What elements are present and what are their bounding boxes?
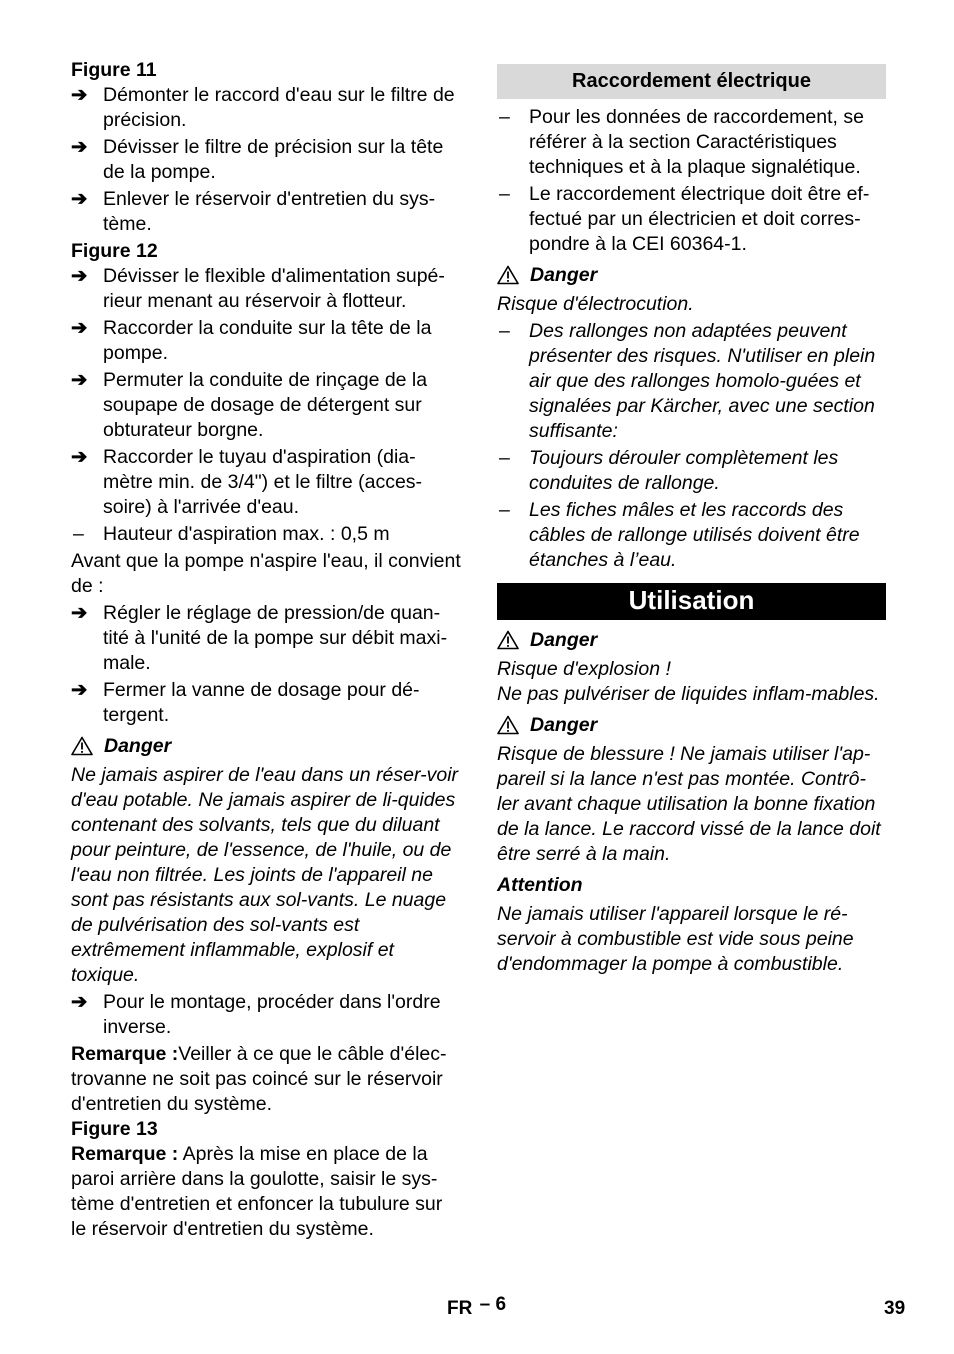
figure-11-heading: Figure 11 bbox=[71, 59, 157, 81]
arrow-icon: ➔ bbox=[71, 679, 88, 701]
dash-bullet: – bbox=[73, 523, 84, 545]
step-text: Démonter le raccord d'eau sur le filtre de précision. bbox=[103, 84, 455, 131]
danger-label: Danger bbox=[104, 735, 172, 757]
dash-text: Toujours dérouler complètement les conduites de rallonge. bbox=[529, 447, 839, 494]
step-list-item bbox=[71, 445, 461, 520]
dash-list-item bbox=[497, 105, 886, 180]
danger-text: Risque d'explosion ! bbox=[497, 658, 671, 680]
danger-label: Danger bbox=[530, 629, 598, 651]
arrow-icon: ➔ bbox=[71, 136, 88, 158]
dash-text: Les fiches mâles et les raccords des câbles de rallonge utilisés doivent être étanches à l’eau. bbox=[529, 499, 860, 571]
dash-bullet: – bbox=[499, 447, 510, 469]
arrow-icon: ➔ bbox=[71, 446, 88, 468]
dash-bullet: – bbox=[499, 183, 510, 205]
warning-triangle-icon bbox=[71, 736, 93, 756]
step-list-item bbox=[71, 83, 461, 133]
warning-triangle-icon bbox=[497, 715, 519, 735]
remark-text: Après la mise en place de la paroi arrière dans la goulotte, saisir le sys-tème d'entretien et enfoncer la tubulure sur le réservoir d'entretien du système. bbox=[71, 1143, 443, 1240]
step-text: Dévisser le filtre de précision sur la tête de la pompe. bbox=[103, 136, 444, 183]
step-text: Raccorder le tuyau d'aspiration (dia-mètre min. de 3/4") et le filtre (acces-soire) à l'arrivée d'eau. bbox=[103, 446, 423, 518]
right-column bbox=[497, 58, 886, 977]
danger-heading bbox=[497, 713, 886, 738]
danger-text: Ne pas pulvériser de liquides inflam-mables. bbox=[497, 683, 880, 705]
dash-text: Hauteur d'aspiration max. : 0,5 m bbox=[103, 523, 390, 545]
danger-text: Ne jamais aspirer de l'eau dans un réser-voir d'eau potable. Ne jamais aspirer de li-quides contenant des solvants, tels que du diluant pour peinture, de l'essence, de l'huile, ou de l'eau non filtrée. Les joints de l'appareil ne sont pas résistants aux sol-vants. Le nuage de pulvérisation des sol-vants est extrêmement inflammable, explosif et toxique. bbox=[71, 764, 459, 986]
step-list-item bbox=[71, 135, 461, 185]
warning-triangle-icon bbox=[497, 630, 519, 650]
remark-paragraph bbox=[71, 1142, 461, 1242]
remark-label: Remarque : bbox=[71, 1043, 179, 1065]
warning-triangle-icon bbox=[497, 265, 519, 285]
step-list-item bbox=[71, 316, 461, 366]
step-text: Permuter la conduite de rinçage de la soupape de dosage de détergent sur obturateur borgne. bbox=[103, 369, 428, 441]
step-text: Enlever le réservoir d'entretien du sys-tème. bbox=[103, 188, 436, 235]
step-list-item bbox=[71, 678, 461, 728]
dash-text: Pour les données de raccordement, se référer à la section Caractéristiques techniques et à la plaque signalétique. bbox=[529, 106, 864, 178]
arrow-icon: ➔ bbox=[71, 369, 88, 391]
footer-language bbox=[447, 1294, 507, 1320]
arrow-icon: ➔ bbox=[71, 265, 88, 287]
step-text: Régler le réglage de pression/de quan-tité à l'unité de la pompe sur débit maxi-male. bbox=[103, 602, 448, 674]
figure-13-heading: Figure 13 bbox=[71, 1118, 158, 1140]
step-list-item bbox=[71, 990, 461, 1040]
dash-bullet: – bbox=[499, 106, 510, 128]
paragraph: Avant que la pompe n'aspire l'eau, il convient de : bbox=[71, 550, 461, 597]
step-text: Dévisser le flexible d'alimentation supé-rieur menant au réservoir à flotteur. bbox=[103, 265, 445, 312]
dash-bullet: – bbox=[499, 499, 510, 521]
arrow-icon: ➔ bbox=[71, 188, 88, 210]
danger-heading bbox=[497, 628, 886, 653]
dash-list-item bbox=[497, 498, 886, 573]
left-column bbox=[71, 58, 461, 1242]
section-heading-utilisation: Utilisation bbox=[497, 583, 886, 620]
step-list-item bbox=[71, 264, 461, 314]
dash-list-item bbox=[497, 446, 886, 496]
step-list-item bbox=[71, 601, 461, 676]
step-text: Pour le montage, procéder dans l'ordre inverse. bbox=[103, 991, 441, 1038]
step-list-item bbox=[71, 368, 461, 443]
dash-text: Des rallonges non adaptées peuvent présenter des risques. N'utiliser en plein air que des rallonges homolo-guées et signalées par Kärcher, avec une section suffisante: bbox=[529, 320, 876, 442]
arrow-icon: ➔ bbox=[71, 991, 88, 1013]
remark-paragraph bbox=[71, 1042, 461, 1117]
dash-text: Le raccordement électrique doit être ef-fectué par un électricien et doit corres-pondre à la CEI 60364-1. bbox=[529, 183, 870, 255]
remark-label: Remarque : bbox=[71, 1143, 179, 1165]
footer-section-page: – 6 bbox=[479, 1294, 507, 1315]
dash-list-item bbox=[497, 319, 886, 444]
dash-list-item bbox=[71, 522, 461, 547]
danger-label: Danger bbox=[530, 264, 598, 286]
attention-heading: Attention bbox=[497, 874, 583, 896]
attention-text: Ne jamais utiliser l'appareil lorsque le ré-servoir à combustible est vide sous peine d'endommager la pompe à combustible. bbox=[497, 903, 854, 975]
danger-heading bbox=[497, 263, 886, 288]
dash-bullet: – bbox=[499, 320, 510, 342]
danger-text: Risque de blessure ! Ne jamais utiliser l'ap-pareil si la lance n'est pas montée. Contrô-ler avant chaque utilisation la bonne fixation de la lance. Le raccord vissé de la lance doit être serré à la main. bbox=[497, 743, 881, 865]
dash-list-item bbox=[497, 182, 886, 257]
figure-12-heading: Figure 12 bbox=[71, 240, 158, 262]
page-number: 39 bbox=[884, 1298, 906, 1319]
arrow-icon: ➔ bbox=[71, 602, 88, 624]
section-heading-raccordement: Raccordement électrique bbox=[497, 64, 886, 99]
danger-text: Risque d'électrocution. bbox=[497, 293, 694, 315]
step-text: Raccorder la conduite sur la tête de la pompe. bbox=[103, 317, 432, 364]
danger-label: Danger bbox=[530, 714, 598, 736]
step-list-item bbox=[71, 187, 461, 237]
footer-lang-code: FR bbox=[447, 1298, 473, 1319]
danger-heading bbox=[71, 734, 461, 759]
remark-text: Veiller à ce que le câble d'élec-trovanne ne soit pas coincé sur le réservoir d'entretien du système. bbox=[71, 1043, 447, 1115]
arrow-icon: ➔ bbox=[71, 84, 88, 106]
step-text: Fermer la vanne de dosage pour dé-tergent. bbox=[103, 679, 420, 726]
arrow-icon: ➔ bbox=[71, 317, 88, 339]
